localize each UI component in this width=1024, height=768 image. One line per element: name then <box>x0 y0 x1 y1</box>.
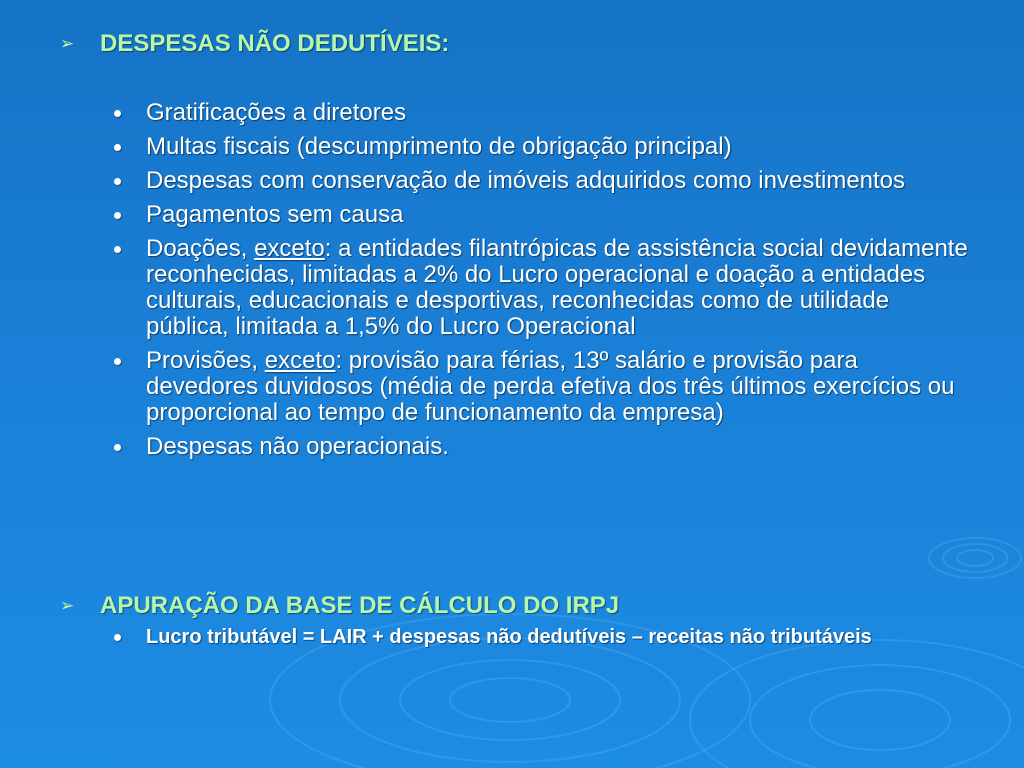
apuracao-list <box>110 626 970 648</box>
list-item <box>110 202 970 228</box>
arrowhead-bullet-icon: ➢ <box>60 34 75 53</box>
despesas-list <box>110 100 970 460</box>
list-item <box>110 626 970 648</box>
list-item <box>110 168 970 194</box>
item-text: Lucro tributável = LAIR + despesas não dedutíveis – receitas não tributáveis <box>146 626 872 648</box>
item-text: Pagamentos sem causa <box>146 201 404 228</box>
item-underlined-word: exceto <box>264 347 336 374</box>
item-text: Gratificações a diretores <box>146 99 407 126</box>
item-text: Despesas não operacionais. <box>146 433 449 460</box>
list-item <box>110 134 970 160</box>
round-bullet-icon <box>114 246 121 253</box>
section-heading: DESPESAS NÃO DEDUTÍVEIS: <box>100 30 450 57</box>
round-bullet-icon <box>114 212 121 219</box>
round-bullet-icon <box>114 110 121 117</box>
arrowhead-bullet-icon: ➢ <box>60 596 75 615</box>
section-despesas <box>60 30 449 58</box>
item-text: : a entidades filantrópicas de assistência social devidamente reconhecidas, limitadas a 2% do Lucro operacional e doação a entidades culturais, educacionais e desportivas, reconhecidas como de utilidade pública, limitada a 1,5% do Lucro Operacional <box>146 235 968 340</box>
item-text: : provisão para férias, 13º salário e provisão para devedores duvidosos (média de perda efetiva dos três últimos exercícios ou proporcional ao tempo de funcionamento da empresa) <box>146 347 955 426</box>
item-prefix: Doações, <box>146 235 255 262</box>
round-bullet-icon <box>114 444 121 451</box>
item-prefix: Provisões, <box>146 347 265 374</box>
section-heading: APURAÇÃO DA BASE DE CÁLCULO DO IRPJ <box>100 592 620 619</box>
list-item <box>110 236 970 340</box>
list-item <box>110 100 970 126</box>
item-underlined-word: exceto <box>254 235 325 262</box>
round-bullet-icon <box>114 358 121 365</box>
item-text: Despesas com conservação de imóveis adquiridos como investimentos <box>146 167 906 194</box>
round-bullet-icon <box>114 634 121 641</box>
list-item <box>110 348 970 426</box>
section-apuracao <box>60 592 619 620</box>
round-bullet-icon <box>114 144 121 151</box>
list-item <box>110 434 970 460</box>
item-text: Multas fiscais (descumprimento de obrigação principal) <box>146 133 732 160</box>
round-bullet-icon <box>114 178 121 185</box>
